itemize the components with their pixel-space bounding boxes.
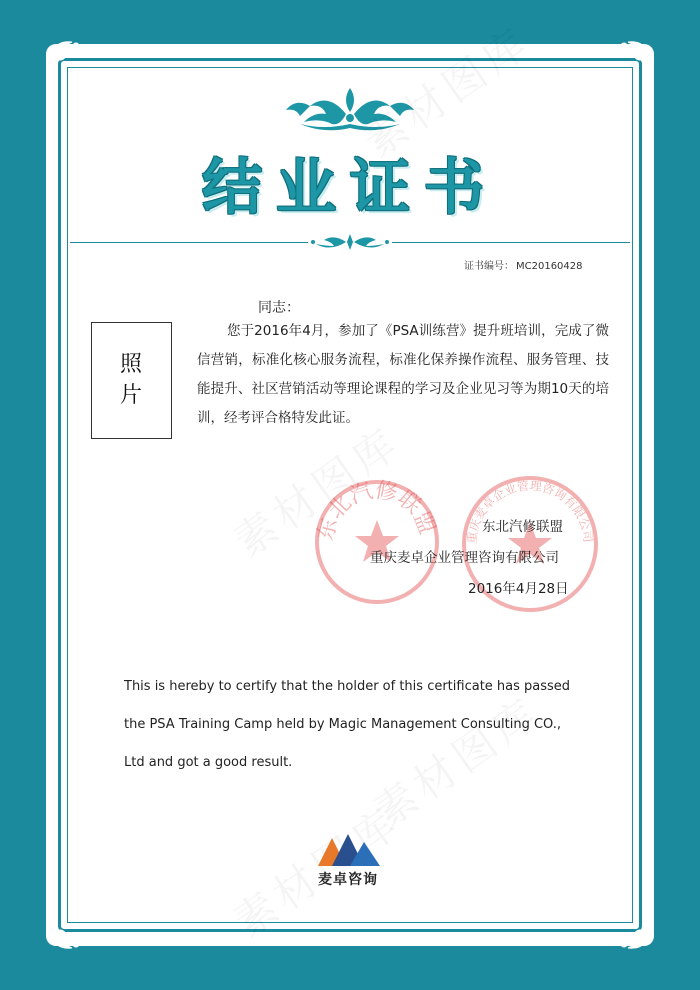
certificate-number: [462, 257, 583, 272]
english-line-2: the PSA Training Camp held by Magic Management Consulting CO.,: [124, 717, 562, 732]
signature-org-1: 东北汽修联盟: [482, 519, 563, 535]
greeting: 同志：: [258, 300, 300, 316]
company-logo-icon: [318, 832, 382, 868]
photo-label: 照片: [119, 352, 142, 408]
signature-date: 2016年4月28日: [468, 581, 569, 597]
certificate-title: 结业证书: [202, 153, 498, 223]
divider-ornament-icon: [308, 232, 392, 252]
certificate-number-label: 证书编号：: [464, 261, 514, 272]
corner-ornament-icon: [596, 892, 658, 954]
english-line-3: Ltd and got a good result.: [124, 755, 293, 770]
english-line-1: This is hereby to certify that the holder of this certificate has passed: [124, 679, 571, 694]
certificate-body: 您于2016年4月，参加了《PSA训练营》提升班培训，完成了微信营销，标准化核心服务流程，标准化保养操作流程、服务管理、技能提升、社区营销活动等理论课程的学习及企业见习等为期10天的培训，经考评合格特发此证。: [197, 323, 609, 426]
photo-placeholder: [91, 322, 172, 439]
signature-org-2: 重庆麦卓企业管理咨询有限公司: [370, 550, 559, 566]
stamp-right-text: 重庆麦卓企业管理咨询有限公司: [464, 478, 596, 545]
corner-ornament-icon: [42, 36, 104, 98]
certificate-number-value: MC20160428: [516, 261, 583, 272]
stamp-left-text: 东北汽修联盟: [313, 478, 440, 544]
corner-ornament-icon: [596, 36, 658, 98]
english-statement: [124, 668, 594, 782]
stamp-left-icon: [313, 478, 441, 606]
corner-ornament-icon: [42, 892, 104, 954]
company-logo-name: 麦卓咨询: [318, 872, 378, 888]
